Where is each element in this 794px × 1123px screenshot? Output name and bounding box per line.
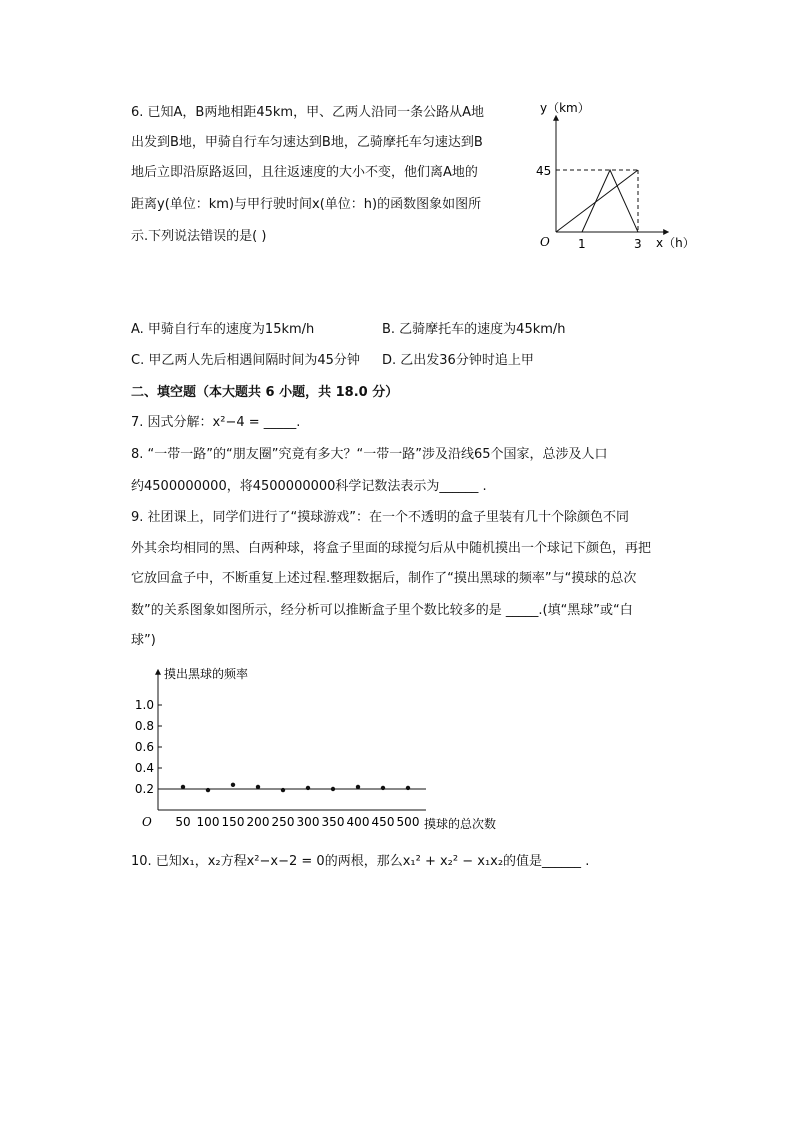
q6-x-tick-1: 1: [578, 237, 586, 251]
q10-text: 10. 已知x₁，x₂方程x²−x−2 = 0的两根，那么x₁² + x₂² − x₁x₂的值是______ .: [131, 854, 590, 869]
q9-data-point: [406, 786, 410, 790]
q9-y-axis-label: 摸出黑球的频率: [164, 667, 249, 681]
q6-y-tick-45: 45: [536, 164, 552, 178]
q9-y-tick-label: 0.2: [134, 782, 154, 796]
q9-line-3: 它放回盒子中，不断重复上述过程.整理数据后，制作了“摸出黑球的频率”与“摸球的总次: [131, 571, 637, 586]
q6-line-2: 出发到B地，甲骑自行车匀速达到B地，乙骑摩托车匀速达到B: [131, 135, 483, 150]
q9-y-tick-label: 0.6: [134, 740, 154, 754]
q6-option-b: B. 乙骑摩托车的速度为45km/h: [382, 322, 566, 337]
q9-data-point: [281, 788, 285, 792]
q9-line-4: 数”的关系图象如图所示，经分析可以推断盒子里个数比较多的是 _____.(填“黑球”或“白: [131, 603, 633, 618]
q9-x-tick-label: 400: [346, 815, 370, 829]
q6-option-d: D. 乙出发36分钟时追上甲: [382, 353, 534, 368]
q6-option-c: C. 甲乙两人先后相遇间隔时间为45分钟: [131, 353, 360, 368]
q9-x-tick-label: 350: [321, 815, 345, 829]
q9-line-2: 外其余均相同的黑、白两种球，将盒子里面的球搅匀后从中随机摸出一个球记下颜色，再把: [131, 541, 652, 556]
q6-option-a: A. 甲骑自行车的速度为15km/h: [131, 322, 315, 337]
q9-x-tick-label: 450: [371, 815, 395, 829]
q9-x-axis-label: 摸球的总次数: [424, 817, 497, 831]
q9-data-point: [356, 785, 360, 789]
section-2-title: 二、填空题（本大题共 6 小题，共 18.0 分）: [131, 385, 399, 400]
q9-y-tick-label: 0.4: [134, 761, 154, 775]
q9-x-tick-label: 500: [396, 815, 420, 829]
q9-x-tick-label: 200: [246, 815, 270, 829]
q6-x-tick-3: 3: [634, 237, 642, 251]
q9-data-point: [381, 786, 385, 790]
q9-line-5: 球”): [131, 633, 156, 648]
q8-line-2: 约4500000000，将4500000000科学记数法表示为______ .: [131, 479, 487, 494]
q9-data-point: [231, 783, 235, 787]
q9-data-point: [206, 788, 210, 792]
q6-line-1: 6. 已知A，B两地相距45km，甲、乙两人沿同一条公路从A地: [131, 105, 484, 120]
q9-x-tick-label: 300: [296, 815, 320, 829]
q9-frequency-chart: [128, 664, 508, 840]
q6-x-axis-label: x（h）: [656, 236, 695, 250]
q9-y-tick-label: 1.0: [134, 698, 154, 712]
q9-data-point: [306, 786, 310, 790]
q6-line-4: 距离y(单位：km)与甲行驶时间x(单位：h)的函数图象如图所: [131, 197, 482, 212]
q6-y-axis-label: y（km）: [540, 101, 590, 115]
q7-text: 7. 因式分解：x²−4 = _____.: [131, 415, 301, 430]
q9-x-tick-label: 150: [221, 815, 245, 829]
q9-x-tick-label: 100: [196, 815, 220, 829]
q9-data-point: [181, 785, 185, 789]
q9-data-point: [331, 787, 335, 791]
q9-y-tick-label: 0.8: [134, 719, 154, 733]
q9-origin-label: O: [142, 815, 152, 829]
q9-x-tick-label: 50: [175, 815, 191, 829]
q8-line-1: 8. “一带一路”的“朋友圈”究竟有多大？“一带一路”涉及沿线65个国家，总涉及人口: [131, 447, 608, 462]
q6-line-5: 示.下列说法错误的是( ): [131, 229, 267, 244]
q6-origin-label: O: [540, 235, 550, 249]
q6-line-yi: [582, 170, 638, 232]
q6-line-3: 地后立即沿原路返回，且往返速度的大小不变，他们离A地的: [131, 165, 478, 180]
q9-data-point: [256, 785, 260, 789]
q9-line-1: 9. 社团课上，同学们进行了“摸球游戏”：在一个不透明的盒子里装有几十个除颜色不同: [131, 510, 630, 525]
q6-line-jia: [556, 170, 638, 232]
q6-distance-time-graph: [520, 100, 700, 260]
q9-x-tick-label: 250: [271, 815, 295, 829]
